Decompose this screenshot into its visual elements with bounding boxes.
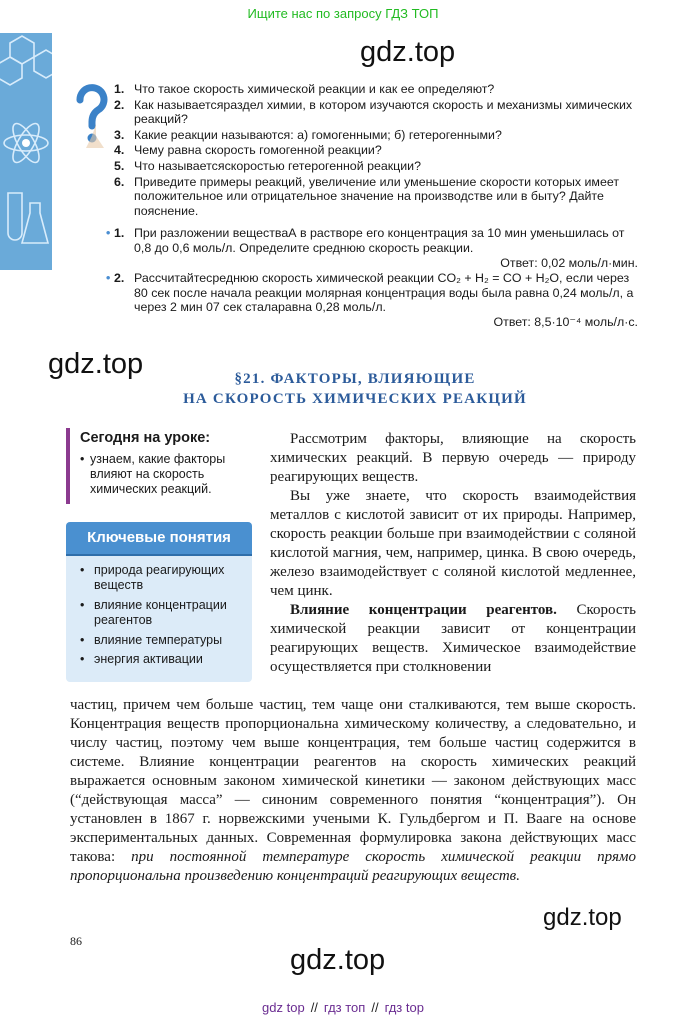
question-text: Что называетсяскоростью гетерогенной реакции? bbox=[134, 158, 421, 173]
law-statement: при постоянной температуре скорость химической реакции прямо пропорциональна произведению концентраций реагирующих веществ. bbox=[70, 849, 637, 884]
problem-number: • 1. bbox=[114, 226, 124, 241]
watermark: gdz.top bbox=[290, 944, 386, 976]
paragraph-text: частиц, причем чем больше частиц, тем чаще они сталкиваются, тем выше скорость. Концентрация веществ пропорциональна химическому количеству, а следовательно, и числу частиц, поэтому чем выше концентрация, тем больше частиц содержится в системе. Влияние концентрации реагентов на скорость химических реакций выражается основным законом химической кинетики — законом действующих масс (“действующая масса” — синоним современного понятия “концентрация”). Он установлен в 1867 г. норвежскими учеными К. Гульдбергом и П. Вааге на основе экспериментальных данных. Современная формулировка закона действующих масс такова: bbox=[70, 697, 636, 865]
question-mark-icon bbox=[74, 84, 110, 154]
paragraph bbox=[270, 601, 636, 677]
section-heading-line: НА СКОРОСТЬ ХИМИЧЕСКИХ РЕАКЦИЙ bbox=[183, 391, 527, 407]
paragraph: Рассмотрим факторы, влияющие на скорость химических реакций. В первую очередь — природу реагирующих веществ. bbox=[270, 431, 636, 485]
paragraph bbox=[70, 696, 636, 886]
question-text: Какие реакции называются: а) гомогенными; б) гетерогенными? bbox=[134, 127, 502, 142]
problem-number: • 2. bbox=[114, 271, 124, 286]
question-item bbox=[114, 82, 644, 97]
key-concept-item: • влияние температуры bbox=[80, 633, 252, 648]
key-concepts-title: Ключевые понятия bbox=[66, 522, 252, 554]
question-item bbox=[114, 143, 644, 158]
watermark: gdz.top bbox=[48, 348, 144, 380]
question-number: 2. bbox=[114, 97, 125, 112]
problem-item bbox=[114, 271, 644, 329]
today-in-lesson-box bbox=[66, 428, 254, 504]
question-item bbox=[114, 175, 644, 219]
problem-item bbox=[114, 226, 644, 270]
problem-answer: Ответ: 8,5·10⁻⁴ моль/л·с. bbox=[493, 314, 638, 329]
main-text-column bbox=[270, 430, 636, 677]
question-text: Приведите примеры реакций, увеличение или уменьшение скорости которых имеет положительное или отрицательное значение на производстве или в быту? Дайте пояснение. bbox=[134, 174, 619, 218]
question-item bbox=[114, 159, 644, 174]
key-concept-item: • влияние концентрации реагентов bbox=[80, 598, 252, 629]
chemistry-decor-strip bbox=[0, 33, 52, 270]
section-heading-line: §21. ФАКТОРЫ, ВЛИЯЮЩИЕ bbox=[234, 371, 476, 387]
footer-link[interactable]: гдз top bbox=[384, 1000, 424, 1015]
paragraph-lead: Влияние концентрации реагентов. bbox=[290, 602, 557, 618]
page-number: 86 bbox=[70, 934, 82, 948]
problem-text: При разложении веществаА в растворе его концентрация за 10 мин уменьшилась от 0,8 до 0,6 моль/л. Определите среднюю скорость реакции. bbox=[134, 226, 625, 255]
key-concepts-list bbox=[80, 563, 252, 671]
paragraph-text: Скорость химической реакции зависит от концентрации реагирующих веществ. Химическое взаимодействие осуществляется при столкновении bbox=[270, 602, 636, 675]
footer bbox=[0, 1000, 686, 1015]
top-banner: Ищите нас по запросу ГДЗ ТОП bbox=[247, 6, 439, 21]
today-item: • узнаем, какие факторы влияют на скорость химических реакций. bbox=[80, 452, 254, 497]
question-item bbox=[114, 128, 644, 143]
main-text-full bbox=[70, 696, 636, 886]
question-number: 1. bbox=[114, 82, 125, 96]
today-title: Сегодня на уроке: bbox=[80, 430, 211, 446]
question-number: 6. bbox=[114, 174, 125, 189]
watermark: gdz.top bbox=[360, 36, 456, 68]
key-concept-item: • природа реагирующих веществ bbox=[80, 563, 252, 594]
key-concept-item: • энергия активации bbox=[80, 652, 252, 667]
question-text: Чему равна скорость гомогенной реакции? bbox=[134, 143, 382, 158]
watermark: gdz.top bbox=[543, 904, 622, 931]
footer-link[interactable]: гдз топ bbox=[323, 1000, 366, 1015]
question-number: 5. bbox=[114, 158, 125, 173]
question-item bbox=[114, 98, 644, 127]
footer-separator: // bbox=[371, 1000, 379, 1015]
question-number: 4. bbox=[114, 143, 125, 158]
paragraph: Вы уже знаете, что скорость взаимодействия металлов с кислотой зависит от их природы. Например, скорость реакции больше при взаимодействии с соляной кислотой магния, чем, например, цинка. В свою очередь, железо взаимодействует с соляной кислотой медленнее, чем цинк. bbox=[270, 488, 636, 599]
molecule-decoration-icon bbox=[0, 33, 52, 270]
footer-link[interactable]: gdz top bbox=[262, 1000, 305, 1015]
problem-answer: Ответ: 0,02 моль/л·мин. bbox=[500, 255, 638, 270]
question-number: 3. bbox=[114, 127, 125, 142]
section-heading bbox=[150, 369, 560, 409]
question-text: Что такое скорость химической реакции и как ее определяют? bbox=[134, 82, 495, 96]
footer-separator: // bbox=[310, 1000, 318, 1015]
question-text: Как называетсяраздел химии, в котором изучаются скорость и механизмы химических реакций? bbox=[134, 97, 633, 127]
problem-text: Рассчитайтесреднюю скорость химической реакции CO₂ + H₂ = CO + H₂O, если через 80 сек после начала реакции молярная концентрация воды была равна 0,24 моль/л, а через 2 мин 07 сек сталаравна 0,28 моль/л. bbox=[134, 271, 634, 315]
review-questions bbox=[114, 82, 644, 330]
